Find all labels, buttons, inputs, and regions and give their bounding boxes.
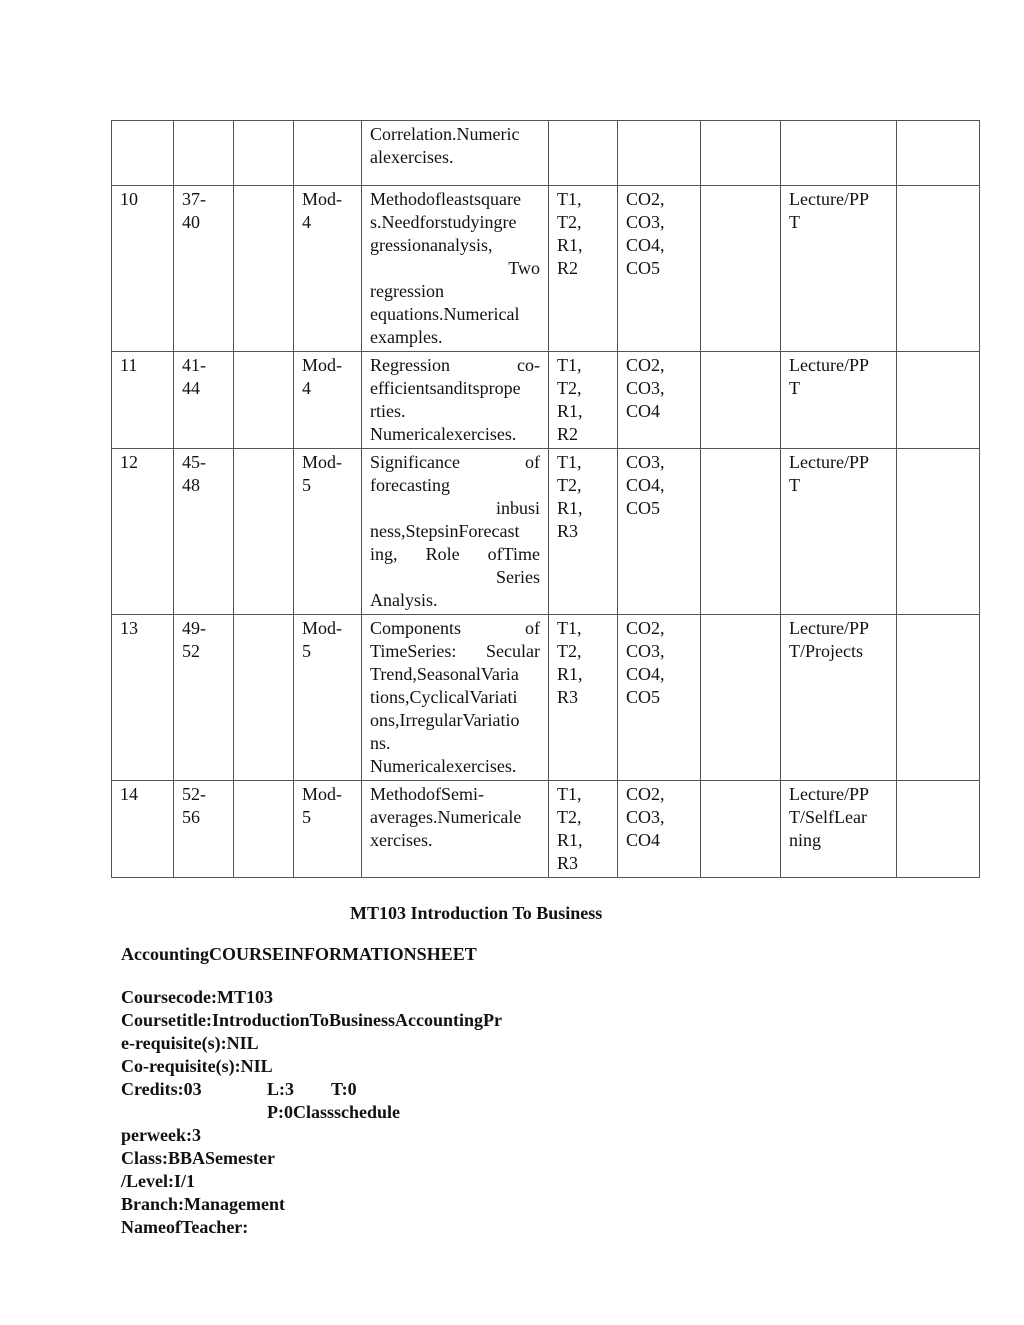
cell-references-line: R3 (557, 853, 579, 873)
cell-topic-line: tions,CyclicalVariati (370, 687, 518, 707)
cell-topic-line: ing, Role ofTime (370, 544, 540, 564)
cell-references-line: R2 (557, 424, 579, 444)
cell-references-line: T2, (557, 378, 582, 398)
cell-module (294, 615, 362, 781)
cell-teaching-method-line: Lecture/PP (789, 355, 869, 375)
cell-course-outcomes-line: CO4 (626, 401, 661, 421)
cell-module-line: 4 (302, 378, 311, 398)
cell-topic-line: regression (370, 281, 444, 301)
cell-teaching-method (781, 449, 897, 615)
cell-course-outcomes-line: CO5 (626, 498, 661, 518)
cell-course-outcomes (618, 186, 701, 352)
cell-references-line: R1, (557, 830, 583, 850)
cell-topic-line: Regression co- (370, 355, 540, 375)
table-row (112, 186, 980, 352)
cell-module (294, 352, 362, 449)
cell-blank (234, 615, 294, 781)
cell-references-line: T1, (557, 452, 582, 472)
cell-topic-line: rties. (370, 401, 406, 421)
cell-lecture-range-line: 52- (182, 784, 206, 804)
cell-topic-line: Analysis. (370, 590, 438, 610)
cell-references (549, 615, 618, 781)
cell-lecture-range-line: 40 (182, 212, 200, 232)
cell-references-line: T1, (557, 189, 582, 209)
course-title-line-1: Coursetitle:IntroductionToBusinessAccountingPr (121, 1010, 503, 1030)
cell-blank (701, 781, 781, 878)
cell-teaching-method-line: ning (789, 830, 822, 850)
cell-topic-line: ness,StepsinForecast (370, 521, 520, 541)
cell-course-outcomes-line: CO2, (626, 189, 665, 209)
level: /Level:I/1 (121, 1171, 195, 1191)
cell-lecture-range (174, 781, 234, 878)
cell-course-outcomes-line: CO3, (626, 378, 665, 398)
cell-topic-line: inbusi (495, 498, 540, 518)
cell-lecture-range (174, 449, 234, 615)
cell-references (549, 186, 618, 352)
cell-session-no: 14 (112, 781, 174, 878)
cell-module-line: 4 (302, 212, 311, 232)
cell-topic (362, 449, 549, 615)
cell-lecture-range (174, 352, 234, 449)
cell-blank (897, 781, 980, 878)
cell-module-line: Mod- (302, 189, 342, 209)
class: Class:BBASemester (121, 1148, 275, 1168)
cell-module-line: Mod- (302, 618, 342, 638)
table-row (112, 615, 980, 781)
cell-course-outcomes-line: CO2, (626, 355, 665, 375)
cell-references-line: R2 (557, 258, 579, 278)
cell-blank (897, 449, 980, 615)
cell-topic-line: efficientsanditsprope (370, 378, 521, 398)
lecture-hours: L:3 (267, 1079, 294, 1099)
cell-topic (362, 615, 549, 781)
cell-blank (897, 121, 980, 186)
course-title-line-2: e-requisite(s):NIL (121, 1033, 259, 1053)
cell-teaching-method-line: T/Projects (789, 641, 863, 661)
cell-references (549, 449, 618, 615)
cell-references-line: R1, (557, 235, 583, 255)
cell-module (294, 186, 362, 352)
cell-references-line: T2, (557, 212, 582, 232)
branch: Branch:Management (121, 1194, 285, 1214)
cell-blank (701, 352, 781, 449)
cell-teaching-method-line: T (789, 212, 800, 232)
cell-lecture-range-line: 37- (182, 189, 206, 209)
cell-course-outcomes-line: CO3, (626, 452, 665, 472)
per-week: perweek:3 (121, 1125, 201, 1145)
sheet-title: AccountingCOURSEINFORMATIONSHEET (121, 944, 477, 964)
cell-teaching-method (781, 186, 897, 352)
cell-course-outcomes (618, 781, 701, 878)
cell-blank (234, 352, 294, 449)
cell-blank (701, 449, 781, 615)
cell-topic (362, 121, 549, 186)
cell-references-line: T1, (557, 355, 582, 375)
cell-module-line: 5 (302, 475, 311, 495)
cell-references-line: T1, (557, 618, 582, 638)
cell-teaching-method-line: T (789, 378, 800, 398)
cell-teaching-method-line: Lecture/PP (789, 618, 869, 638)
cell-course-outcomes-line: CO5 (626, 258, 661, 278)
cell-references-line: R1, (557, 401, 583, 421)
cell-references (549, 121, 618, 186)
course-code: Coursecode:MT103 (121, 987, 273, 1007)
cell-course-outcomes-line: CO4 (626, 830, 661, 850)
cell-topic-line: ns. (370, 733, 391, 753)
credits-row (121, 1078, 502, 1101)
cell-blank (701, 121, 781, 186)
cell-lecture-range-line: 45- (182, 452, 206, 472)
cell-lecture-range-line: 56 (182, 807, 200, 827)
cell-topic-line: Numericalexercises. (370, 424, 517, 444)
cell-module (294, 121, 362, 186)
cell-topic-line: s.Needforstudyingre (370, 212, 517, 232)
cell-teaching-method-line: T (789, 475, 800, 495)
cell-module-line: Mod- (302, 784, 342, 804)
cell-course-outcomes-line: CO4, (626, 475, 665, 495)
cell-topic-line: MethodofSemi- (370, 784, 484, 804)
cell-topic-line: examples. (370, 327, 443, 347)
cell-topic-line: alexercises. (370, 147, 454, 167)
cell-course-outcomes-line: CO2, (626, 618, 665, 638)
cell-references-line: T2, (557, 641, 582, 661)
lesson-plan-table (111, 120, 980, 878)
cell-blank (897, 352, 980, 449)
cell-module (294, 781, 362, 878)
cell-teaching-method-line: Lecture/PP (789, 452, 869, 472)
cell-session-no: 13 (112, 615, 174, 781)
cell-topic-line: Numericalexercises. (370, 756, 517, 776)
cell-references-line: R3 (557, 521, 579, 541)
cell-topic-line: Correlation.Numeric (370, 124, 520, 144)
co-requisite: Co-requisite(s):NIL (121, 1056, 273, 1076)
cell-topic-line: TimeSeries: Secular (370, 641, 540, 661)
tutorial-hours: T:0 (331, 1079, 357, 1099)
cell-teaching-method-line: Lecture/PP (789, 784, 869, 804)
cell-module (294, 449, 362, 615)
cell-course-outcomes-line: CO3, (626, 807, 665, 827)
cell-session-no (112, 121, 174, 186)
teacher-name: NameofTeacher: (121, 1217, 249, 1237)
table-row (112, 121, 980, 186)
cell-teaching-method (781, 615, 897, 781)
cell-references-line: T1, (557, 784, 582, 804)
cell-topic (362, 781, 549, 878)
cell-topic-line: Methodofleastsquare (370, 189, 521, 209)
cell-course-outcomes-line: CO3, (626, 641, 665, 661)
cell-blank (701, 186, 781, 352)
practical-schedule: P:0Classschedule (267, 1102, 401, 1122)
cell-references-line: R1, (557, 498, 583, 518)
cell-topic-line: Series (496, 567, 540, 587)
cell-topic (362, 186, 549, 352)
cell-course-outcomes (618, 615, 701, 781)
cell-teaching-method (781, 781, 897, 878)
cell-lecture-range-line: 48 (182, 475, 200, 495)
cell-teaching-method (781, 121, 897, 186)
cell-module-line: 5 (302, 807, 311, 827)
cell-lecture-range (174, 121, 234, 186)
cell-lecture-range-line: 52 (182, 641, 200, 661)
cell-teaching-method-line: T/SelfLear (789, 807, 867, 827)
cell-references-line: T2, (557, 807, 582, 827)
cell-topic-line: equations.Numerical (370, 304, 520, 324)
cell-module-line: Mod- (302, 355, 342, 375)
cell-blank (234, 449, 294, 615)
cell-references-line: R3 (557, 687, 579, 707)
cell-topic-line: Trend,SeasonalVaria (370, 664, 519, 684)
course-heading: MT103 Introduction To Business (350, 903, 603, 923)
cell-lecture-range-line: 41- (182, 355, 206, 375)
cell-topic (362, 352, 549, 449)
cell-course-outcomes-line: CO4, (626, 235, 665, 255)
cell-blank (234, 186, 294, 352)
course-info-block (121, 986, 502, 1239)
table-row (112, 781, 980, 878)
cell-teaching-method-line: Lecture/PP (789, 189, 869, 209)
table-body (112, 121, 980, 878)
cell-topic-line: ons,IrregularVariatio (370, 710, 520, 730)
cell-references (549, 352, 618, 449)
cell-references (549, 781, 618, 878)
cell-references-line: R1, (557, 664, 583, 684)
cell-lecture-range (174, 615, 234, 781)
cell-course-outcomes-line: CO4, (626, 664, 665, 684)
cell-lecture-range (174, 186, 234, 352)
cell-course-outcomes-line: CO5 (626, 687, 661, 707)
cell-course-outcomes (618, 449, 701, 615)
cell-lecture-range-line: 49- (182, 618, 206, 638)
cell-topic-line: forecasting (370, 475, 450, 495)
cell-session-no: 11 (112, 352, 174, 449)
cell-topic-line: gressionanalysis, (370, 235, 493, 255)
cell-course-outcomes (618, 121, 701, 186)
cell-topic-line: averages.Numericale (370, 807, 522, 827)
cell-blank (701, 615, 781, 781)
cell-teaching-method (781, 352, 897, 449)
cell-references-line: T2, (557, 475, 582, 495)
cell-module-line: Mod- (302, 452, 342, 472)
cell-course-outcomes-line: CO2, (626, 784, 665, 804)
cell-topic-line: Two (508, 258, 540, 278)
cell-course-outcomes (618, 352, 701, 449)
cell-blank (897, 615, 980, 781)
cell-blank (897, 186, 980, 352)
table-row (112, 449, 980, 615)
cell-topic-line: xercises. (370, 830, 433, 850)
cell-module-line: 5 (302, 641, 311, 661)
cell-session-no: 12 (112, 449, 174, 615)
cell-blank (234, 121, 294, 186)
cell-blank (234, 781, 294, 878)
cell-topic-line: Components of (370, 618, 540, 638)
cell-session-no: 10 (112, 186, 174, 352)
cell-course-outcomes-line: CO3, (626, 212, 665, 232)
table-row (112, 352, 980, 449)
credits: Credits:03 (121, 1079, 202, 1099)
cell-lecture-range-line: 44 (182, 378, 200, 398)
cell-topic-line: Significance of (370, 452, 540, 472)
